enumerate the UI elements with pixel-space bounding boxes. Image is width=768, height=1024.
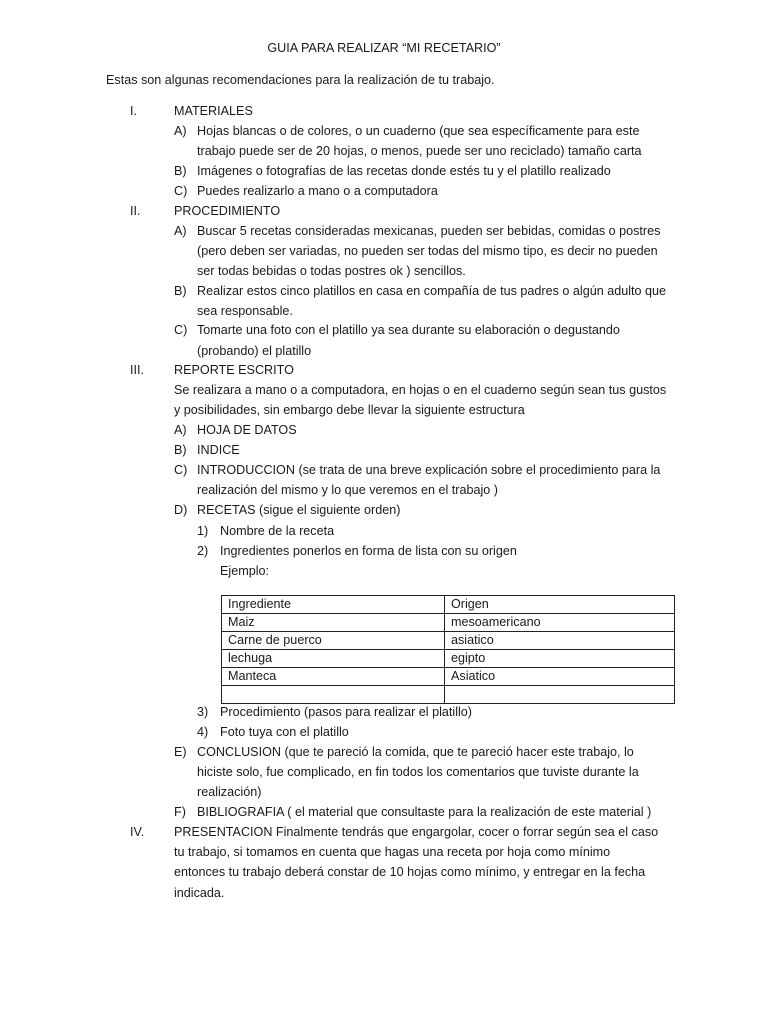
example-label: Ejemplo: [220,564,269,578]
item-text: HOJA DE DATOS [197,423,297,437]
table-cell: asiatico [445,632,675,650]
subitem-text: Foto tuya con el platillo [220,725,349,739]
item-letter: C) [174,323,188,337]
section-number: IV. [130,825,145,839]
item-text: Puedes realizarlo a mano o a computadora [197,184,438,198]
subitem-number: 4) [197,725,209,739]
section-paragraph: y posibilidades, sin embargo debe llevar la siguiente estructura [174,403,525,417]
table-header-cell: Origen [445,596,675,614]
section-title: PROCEDIMIENTO [174,204,281,218]
item-text: BIBLIOGRAFIA ( el material que consultaste para la realización de este material ) [197,805,652,819]
section-title: MATERIALES [174,104,253,118]
subitem-text: Nombre de la receta [220,524,335,538]
table-cell: mesoamericano [445,614,675,632]
section-number: III. [130,363,144,377]
item-text: (probando) el platillo [197,344,312,358]
section-title: REPORTE ESCRITO [174,363,294,377]
item-letter: A) [174,124,187,138]
item-letter: A) [174,423,187,437]
item-letter: F) [174,805,186,819]
item-text: INDICE [197,443,240,457]
item-text: trabajo puede ser de 20 hojas, o menos, puede ser uno reciclado) tamaño carta [197,144,642,158]
section-paragraph: tu trabajo, si tomamos en cuenta que hagas una receta por hoja como mínimo [174,845,611,859]
item-text: RECETAS (sigue el siguiente orden) [197,503,401,517]
subitem-number: 3) [197,705,209,719]
intro-text: Estas son algunas recomendaciones para la realización de tu trabajo. [106,73,495,87]
subitem-text: Procedimiento (pasos para realizar el platillo) [220,705,472,719]
section-paragraph: Se realizara a mano o a computadora, en hojas o en el cuaderno según sean tus gustos [174,383,667,397]
section-paragraph: entonces tu trabajo deberá constar de 10 hojas como mínimo, y entregar en la fecha [174,865,646,879]
section-paragraph: PRESENTACION Finalmente tendrás que engargolar, cocer o forrar según sea el caso [174,825,659,839]
table-cell: Maiz [222,614,445,632]
table-cell: Asiatico [445,668,675,686]
page-title: GUIA PARA REALIZAR “MI RECETARIO” [267,41,501,55]
table-cell: egipto [445,650,675,668]
table-cell: lechuga [222,650,445,668]
item-letter: B) [174,443,187,457]
table-row [222,686,675,704]
section-number: II. [130,204,141,218]
item-letter: C) [174,463,188,477]
table-cell [445,686,675,704]
item-text: Hojas blancas o de colores, o un cuaderno (que sea específicamente para este [197,124,640,138]
item-letter: D) [174,503,188,517]
subitem-text: Ingredientes ponerlos en forma de lista con su origen [220,544,517,558]
table-row [222,632,675,650]
table-header-row [222,596,675,614]
item-text: INTRODUCCION (se trata de una breve explicación sobre el procedimiento para la [197,463,661,477]
item-text: realización) [197,785,262,799]
item-text: Tomarte una foto con el platillo ya sea durante su elaboración o degustando [197,323,620,337]
item-text: Realizar estos cinco platillos en casa en compañía de tus padres o algún adulto que [197,284,667,298]
table-cell: Manteca [222,668,445,686]
subitem-number: 2) [197,544,209,558]
table-row [222,650,675,668]
table-header-cell: Ingrediente [222,596,445,614]
item-text: realización del mismo y lo que veremos en el trabajo ) [197,483,498,497]
item-text: Imágenes o fotografías de las recetas donde estés tu y el platillo realizado [197,164,611,178]
table-row [222,614,675,632]
item-letter: C) [174,184,188,198]
ingredients-table [221,595,675,704]
section-paragraph: indicada. [174,886,225,900]
item-text: CONCLUSION (que te pareció la comida, que te pareció hacer este trabajo, lo [197,745,634,759]
table-cell [222,686,445,704]
table-row [222,668,675,686]
item-letter: A) [174,224,187,238]
item-text: ser todas bebidas o todas postres ok ) sencillos. [197,264,466,278]
item-text: sea responsable. [197,304,293,318]
item-text: Buscar 5 recetas consideradas mexicanas, pueden ser bebidas, comidas o postres [197,224,661,238]
subitem-number: 1) [197,524,209,538]
table-cell: Carne de puerco [222,632,445,650]
item-letter: E) [174,745,187,759]
section-number: I. [130,104,137,118]
item-letter: B) [174,164,187,178]
item-text: (pero deben ser variadas, no pueden ser todas del mismo tipo, es decir no pueden [197,244,658,258]
item-text: hiciste solo, fue complicado, en fin todos los comentarios que tuviste durante la [197,765,639,779]
item-letter: B) [174,284,187,298]
